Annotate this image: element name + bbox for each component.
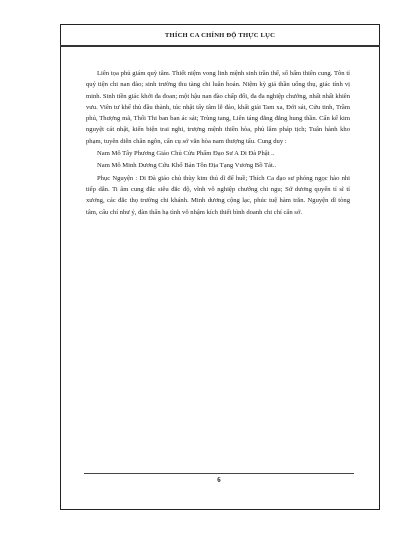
header-title: THÍCH CA CHÍNH ĐỘ THỰC LỤC (164, 32, 276, 39)
invocation-amitabha: Nam Mô Tây Phương Giáo Chủ Cửu Phẩm Đạo Sư A Di Đà Phật .. (97, 150, 275, 158)
paragraph-vow: Phục Nguyện : Di Đà giáo chủ thùy kim thủ dĩ để huề; Thích Ca đạo sư phóng ngọc hào nhi tiếp dẫn. Ti âm cung đắc siêu đắc độ, vĩnh vô nghiệp chướng chi ngu; Sứ dương quyến tỉ sĩ tỉ xương, các đắc thọ trường chi khánh. Minh dương cộng lạc, phúc tuệ hàm trăn. Nguyện dĩ tòng tâm, cẩu chí như ý, đàn thẩn hạ tình vô nhậm kích thiết bình doanh chi chí cẩn sớ. (86, 174, 350, 216)
page-header (60, 26, 380, 47)
body-text (86, 68, 350, 218)
footer-divider (84, 473, 354, 474)
invocation-ksitigarbha: Nam Mô Minh Dương Cứu Khổ Bản Tôn Địa Tạng Vương Bồ Tát.. (97, 162, 277, 170)
paragraph-intro: Liên tọa phủ giám quỳ tâm. Thiết niệm vong linh mệnh sinh trần thế, số bấm thiên cung. Tôn tỉ quý tiện chi nan đào; sinh trường thu tàng chi luân hoán. Niệm kỳ giả thần uổng thụ, giác tính vị minh. Sinh tiền giác khởi đa đoan; một hậu nan đào chấp đối, đa đa nghiệp chướng, nhất nhất khiên vưu. Viên tư khể thủ đầu thành, túc nhật tẩy tâm lễ đảo, khất giải Tam xa, Đới sát, Cửu tinh, Trầm phủ, Thượng mã, Thối Thi ban ban ác sát; Trùng tang, Liên táng đẳng đẳng hung thần. Cẩn kế kim nguyệt cát nhật, kiến biện trai nghi, trượng mệnh thiền hòa, phủ lâm pháp tịch; Tuân hành kho phạm, tuyên diễn chân ngôn, cẩn cụ sớ văn hòa nam thượng tấu. Cung duy : (86, 70, 350, 145)
page-number: 6 (217, 477, 221, 484)
